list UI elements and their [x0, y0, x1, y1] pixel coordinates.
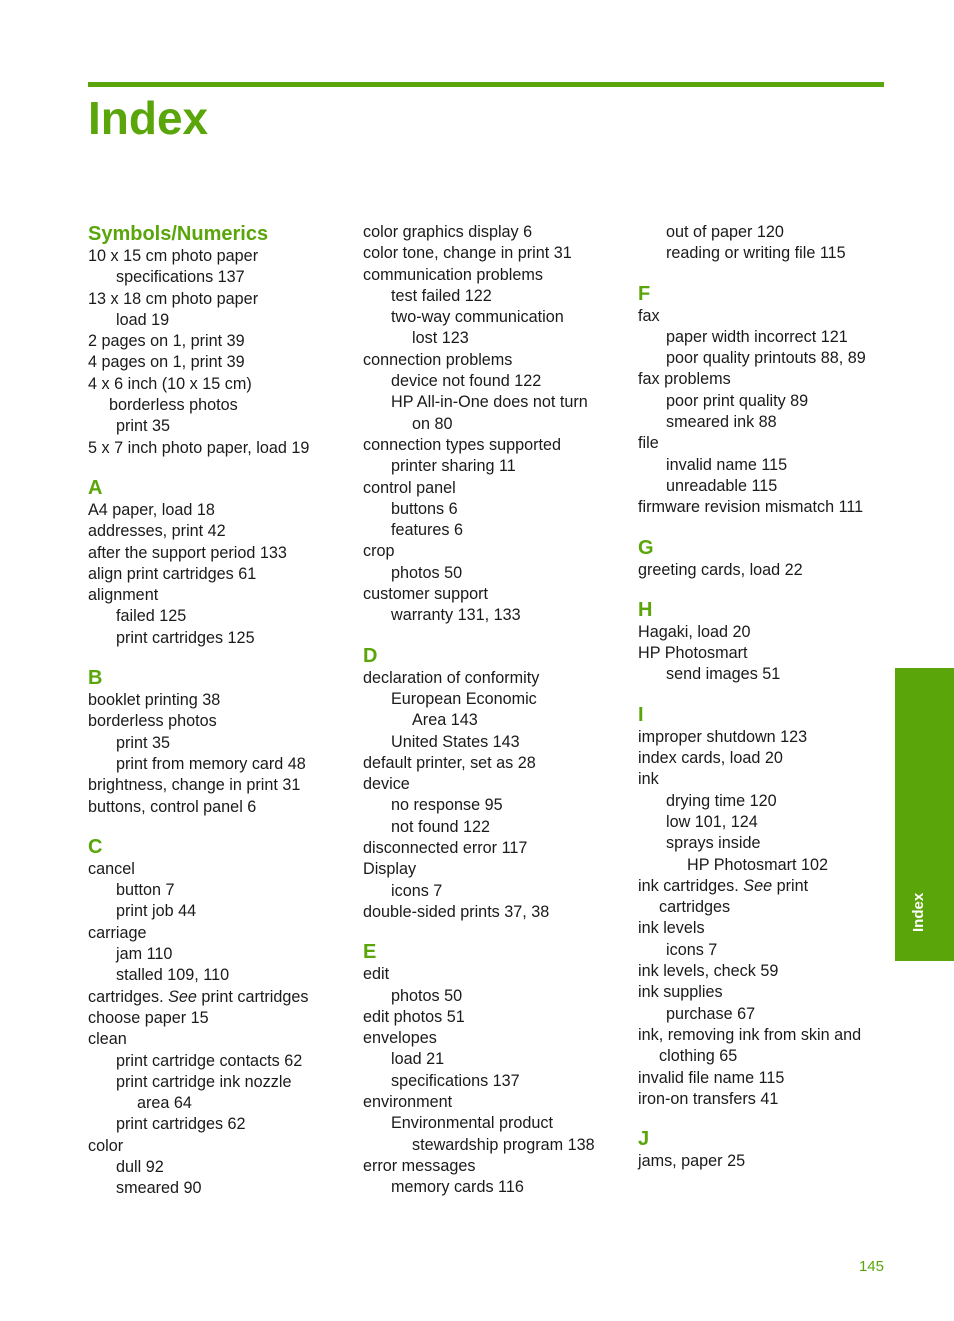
index-entry: choose paper 15 — [88, 1008, 209, 1027]
index-entry: 5 x 7 inch photo paper, load 19 — [88, 438, 310, 457]
index-entry: purchase 67 — [666, 1004, 756, 1023]
index-entry: clean — [88, 1030, 127, 1049]
index-entry: connection types supported — [363, 435, 561, 454]
index-letter-heading: C — [88, 835, 103, 858]
index-entry: communication problems — [363, 265, 543, 284]
index-entry: printer sharing 11 — [391, 457, 516, 476]
index-entry: ink — [638, 770, 659, 789]
index-entry: after the support period 133 — [88, 543, 287, 562]
index-entry: specifications 137 — [116, 268, 245, 287]
index-letter-heading: I — [638, 703, 644, 726]
index-entry: print 35 — [116, 733, 170, 752]
see-target: print — [772, 876, 809, 895]
index-entry: icons 7 — [666, 940, 718, 959]
index-entry: control panel — [363, 478, 456, 497]
index-entry — [638, 876, 908, 897]
index-entry: crop — [363, 542, 395, 561]
index-entry: print from memory card 48 — [116, 754, 306, 773]
index-entry: specifications 137 — [391, 1071, 520, 1090]
index-entry: ink, removing ink from skin and — [638, 1025, 862, 1044]
index-entry: edit — [363, 965, 390, 984]
index-entry: fax — [638, 306, 660, 325]
index-entry: stewardship program 138 — [412, 1135, 595, 1154]
index-entry: memory cards 116 — [391, 1178, 524, 1197]
see-target: print cartridges — [196, 987, 309, 1006]
top-rule — [88, 82, 884, 87]
page-number: 145 — [858, 1258, 884, 1275]
index-entry: ink supplies — [638, 983, 723, 1002]
index-entry: borderless photos — [109, 396, 238, 415]
index-letter-heading: E — [363, 941, 377, 964]
index-entry: two-way communication — [391, 308, 564, 327]
index-entry: device — [363, 775, 410, 794]
index-entry: cartridges — [659, 898, 731, 917]
index-entry: United States 143 — [391, 732, 520, 751]
index-entry: photos 50 — [391, 563, 463, 582]
index-entry: load 21 — [391, 1050, 445, 1069]
index-letter-heading: F — [638, 282, 651, 305]
index-entry: print 35 — [116, 417, 170, 436]
index-entry: index cards, load 20 — [638, 749, 783, 768]
index-entry: poor print quality 89 — [666, 391, 809, 410]
index-entry: brightness, change in print 31 — [88, 776, 301, 795]
index-entry: ink levels — [638, 919, 705, 938]
index-entry: stalled 109, 110 — [116, 966, 230, 985]
index-entry: carriage — [88, 923, 147, 942]
index-entry: buttons 6 — [391, 499, 458, 518]
index-entry: edit photos 51 — [363, 1007, 465, 1026]
index-entry: color — [88, 1136, 124, 1155]
index-entry: 13 x 18 cm photo paper — [88, 289, 259, 308]
index-entry: Hagaki, load 20 — [638, 622, 751, 641]
index-entry: booklet printing 38 — [88, 691, 221, 710]
index-entry: invalid name 115 — [666, 455, 788, 474]
index-entry: customer support — [363, 585, 489, 604]
index-entry: dull 92 — [116, 1157, 164, 1176]
index-entry: device not found 122 — [391, 372, 542, 391]
index-entry: button 7 — [116, 881, 175, 900]
index-entry: iron-on transfers 41 — [638, 1089, 779, 1108]
index-entry: not found 122 — [391, 817, 491, 836]
index-letter-heading: A — [88, 476, 103, 499]
index-entry — [88, 987, 358, 1008]
index-entry: buttons, control panel 6 — [88, 797, 257, 816]
index-entry: envelopes — [363, 1029, 437, 1048]
index-entry: disconnected error 117 — [363, 839, 528, 858]
index-entry: poor quality printouts 88, 89 — [666, 349, 866, 368]
index-entry: cancel — [88, 859, 135, 878]
index-letter-heading: H — [638, 598, 653, 621]
index-letter-heading: J — [638, 1128, 650, 1151]
index-entry: unreadable 115 — [666, 476, 778, 495]
index-entry: print cartridges 62 — [116, 1115, 246, 1134]
index-column-3 — [638, 222, 908, 1172]
see-reference: See — [743, 876, 773, 895]
index-entry: addresses, print 42 — [88, 522, 226, 541]
index-entry: environment — [363, 1092, 453, 1111]
index-column-1 — [88, 222, 358, 1200]
index-entry: HP All-in-One does not turn — [391, 393, 588, 412]
index-entry: file — [638, 434, 659, 453]
index-letter-heading: G — [638, 536, 654, 559]
index-entry: failed 125 — [116, 607, 187, 626]
index-entry: connection problems — [363, 350, 513, 369]
index-entry: error messages — [363, 1156, 476, 1175]
index-entry: Area 143 — [412, 711, 478, 730]
index-entry: 10 x 15 cm photo paper — [88, 247, 259, 265]
index-column-2 — [363, 222, 633, 1198]
index-entry: icons 7 — [391, 881, 443, 900]
index-entry: jam 110 — [116, 945, 173, 964]
index-entry: double-sided prints 37, 38 — [363, 902, 550, 921]
index-entry: color graphics display 6 — [363, 223, 533, 241]
index-entry: smeared ink 88 — [666, 413, 777, 432]
index-entry: align print cartridges 61 — [88, 564, 257, 583]
index-entry: area 64 — [137, 1094, 192, 1113]
page-title: Index — [88, 92, 209, 144]
index-entry: test failed 122 — [391, 286, 492, 305]
index-entry: greeting cards, load 22 — [638, 560, 803, 579]
index-entry: on 80 — [412, 414, 453, 433]
index-entry: HP Photosmart — [638, 644, 748, 663]
index-entry: firmware revision mismatch 111 — [638, 498, 864, 517]
index-entry: default printer, set as 28 — [363, 753, 536, 772]
index-entry: borderless photos — [88, 712, 217, 731]
index-entry: clothing 65 — [659, 1047, 738, 1066]
see-reference: See — [168, 987, 197, 1006]
index-entry: reading or writing file 115 — [666, 244, 846, 263]
index-entry: alignment — [88, 586, 159, 605]
index-letter-heading: B — [88, 667, 103, 690]
index-entry: A4 paper, load 18 — [88, 500, 215, 519]
index-entry: print cartridge ink nozzle — [116, 1072, 292, 1091]
index-entry: sprays inside — [666, 834, 761, 853]
index-entry: 4 pages on 1, print 39 — [88, 353, 245, 372]
index-entry: 2 pages on 1, print 39 — [88, 332, 245, 351]
index-entry: improper shutdown 123 — [638, 727, 808, 746]
index-entry: Display — [363, 860, 417, 879]
index-entry: print cartridge contacts 62 — [116, 1051, 303, 1070]
chapter-side-tab-label: Index — [910, 892, 927, 932]
index-entry-term: ink cartridges. — [638, 876, 744, 895]
index-entry: ink levels, check 59 — [638, 962, 779, 981]
index-entry: paper width incorrect 121 — [666, 327, 848, 346]
index-entry: drying time 120 — [666, 791, 777, 810]
index-entry: color tone, change in print 31 — [363, 244, 572, 263]
index-entry: European Economic — [391, 689, 537, 708]
index-entry: print cartridges 125 — [116, 628, 255, 647]
index-entry: warranty 131, 133 — [391, 606, 521, 625]
index-entry: fax problems — [638, 370, 731, 389]
index-entry: low 101, 124 — [666, 812, 758, 831]
index-entry: 4 x 6 inch (10 x 15 cm) — [88, 374, 252, 393]
index-entry: smeared 90 — [116, 1179, 202, 1198]
index-entry: no response 95 — [391, 796, 503, 815]
index-entry: print job 44 — [116, 902, 197, 921]
index-entry: invalid file name 115 — [638, 1068, 785, 1087]
index-entry-term: cartridges. — [88, 987, 169, 1006]
index-entry: photos 50 — [391, 986, 463, 1005]
index-entry: load 19 — [116, 310, 170, 329]
index-entry: jams, paper 25 — [638, 1152, 746, 1171]
index-entry: out of paper 120 — [666, 223, 784, 241]
index-letter-heading: D — [363, 644, 378, 667]
index-entry: lost 123 — [412, 329, 469, 348]
index-entry: HP Photosmart 102 — [687, 855, 828, 874]
index-entry: features 6 — [391, 521, 463, 540]
index-entry: send images 51 — [666, 665, 781, 684]
index-entry: declaration of conformity — [363, 668, 540, 687]
index-entry: Environmental product — [391, 1114, 553, 1133]
index-letter-heading: Symbols/Numerics — [88, 223, 269, 245]
